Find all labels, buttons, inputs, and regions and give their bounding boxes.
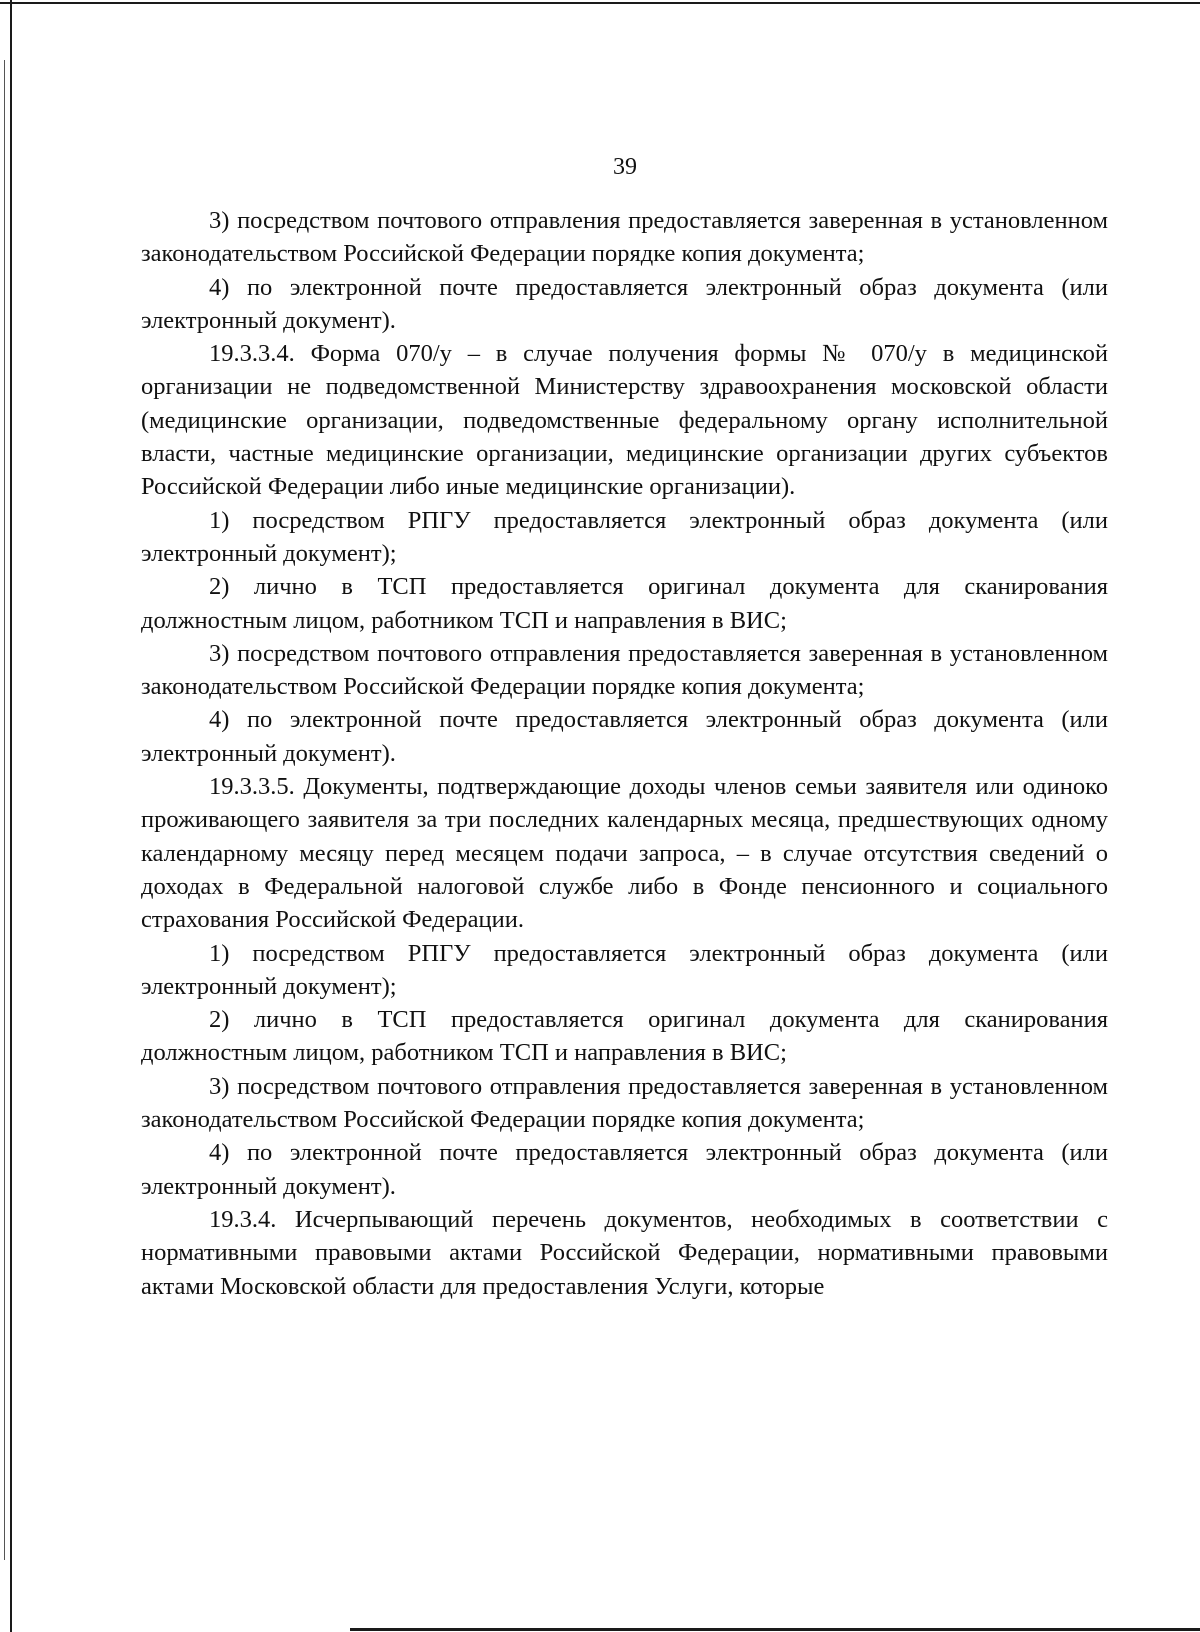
paragraph: 19.3.3.4. Форма 070/у – в случае получения формы № 070/у в медицинской организации не подведомственной Министерству здравоохранения московской области (медицинские организации, подведомственные федеральному органу исполнительной власти, частные медицинские организации, медицинские организации других субъектов Российской Федерации либо иные медицинские организации). — [141, 340, 1108, 501]
scan-border-left-inner — [4, 60, 5, 1560]
paragraph: 4) по электронной почте предоставляется электронный образ документа (или электронный документ). — [141, 706, 1108, 767]
paragraph: 4) по электронной почте предоставляется электронный образ документа (или электронный документ). — [141, 1139, 1108, 1200]
paragraph: 2) лично в ТСП предоставляется оригинал документа для сканирования должностным лицом, работником ТСП и направления в ВИС; — [141, 1006, 1108, 1067]
page-number: 39 — [613, 154, 637, 180]
paragraph: 1) посредством РПГУ предоставляется электронный образ документа (или электронный документ); — [141, 506, 1108, 567]
paragraph: 19.3.3.5. Документы, подтверждающие доходы членов семьи заявителя или одиноко проживающего заявителя за три последних календарных месяца, предшествующих одному календарному месяцу перед месяцем подачи запроса, – в случае отсутствия сведений о доходах в Федеральной налоговой службе либо в Фонде пенсионного и социального страхования Российской Федерации. — [141, 773, 1108, 934]
paragraph: 19.3.4. Исчерпывающий перечень документов, необходимых в соответствии с нормативными правовыми актами Российской Федерации, нормативными правовыми актами Московской области для предоставления Услуги, которые — [141, 1205, 1108, 1300]
paragraph: 3) посредством почтового отправления предоставляется заверенная в установленном законодательством Российской Федерации порядке копия документа; — [141, 207, 1108, 268]
scan-border-left — [10, 0, 12, 1632]
paragraph: 3) посредством почтового отправления предоставляется заверенная в установленном законодательством Российской Федерации порядке копия документа; — [141, 1072, 1108, 1134]
scan-border-top — [0, 2, 1200, 4]
scan-border-bottom — [350, 1628, 1200, 1631]
paragraph: 3) посредством почтового отправления предоставляется заверенная в установленном законодательством Российской Федерации порядке копия документа; — [141, 639, 1108, 701]
paragraph: 1) посредством РПГУ предоставляется электронный образ документа (или электронный документ); — [141, 939, 1108, 1000]
paragraph: 4) по электронной почте предоставляется электронный образ документа (или электронный документ). — [141, 273, 1108, 334]
paragraph: 2) лично в ТСП предоставляется оригинал документа для сканирования должностным лицом, работником ТСП и направления в ВИС; — [141, 573, 1108, 634]
document-body — [141, 204, 1108, 1303]
